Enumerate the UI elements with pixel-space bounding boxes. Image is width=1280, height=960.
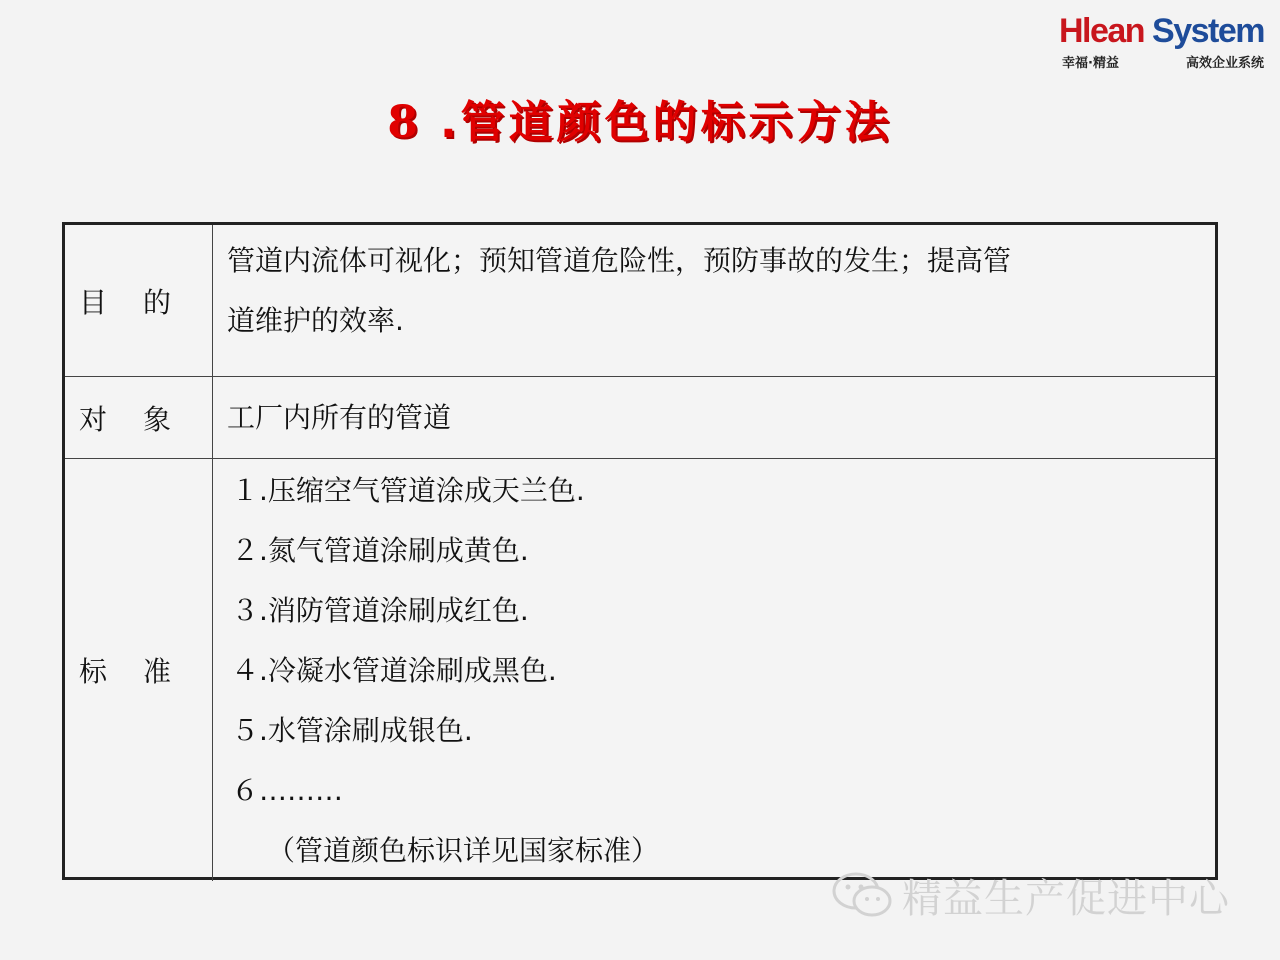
standard-item: ５.水管涂刷成银色. bbox=[231, 714, 473, 747]
logo-word-hlean: Hlean bbox=[1058, 12, 1145, 50]
standard-item: ４.冷凝水管道涂刷成黑色. bbox=[231, 654, 557, 687]
standard-note: （管道颜色标识详见国家标准） bbox=[267, 834, 660, 867]
logo-subtitle bbox=[1044, 52, 1264, 71]
pipe-color-table bbox=[62, 222, 1218, 880]
title-text: .管道颜色的标示方法 bbox=[439, 97, 893, 148]
logo-sub-left: 幸福·精益 bbox=[1062, 56, 1119, 71]
purpose-line: 管道内流体可视化；预知管道危险性，预防事故的发生；提高管 bbox=[227, 244, 1012, 277]
logo-word-system: System bbox=[1152, 12, 1264, 50]
purpose-line: 道维护的效率. bbox=[227, 304, 404, 337]
watermark bbox=[828, 860, 1258, 930]
standard-item: ６……… bbox=[231, 774, 344, 807]
row-label-standard bbox=[65, 459, 213, 881]
standard-item: ３.消防管道涂刷成红色. bbox=[231, 594, 529, 627]
wechat-icon bbox=[828, 865, 898, 925]
row-label-standard-b: 准 bbox=[143, 655, 172, 688]
row-label-standard-a: 标 bbox=[79, 655, 108, 688]
row-label-object-b: 象 bbox=[143, 402, 172, 436]
row-label-purpose bbox=[65, 225, 213, 377]
row-label-purpose-b: 的 bbox=[143, 285, 172, 319]
logo-wordmark bbox=[1044, 12, 1264, 50]
page-title bbox=[0, 88, 1280, 158]
logo-sub-right: 高效企业系统 bbox=[1185, 56, 1264, 71]
title-number: 8 bbox=[387, 97, 422, 148]
standard-item: ２.氮气管道涂刷成黄色. bbox=[231, 534, 529, 567]
row-label-purpose-a: 目 bbox=[79, 285, 108, 319]
standard-item: １.压缩空气管道涂成天兰色. bbox=[231, 474, 585, 507]
row-label-object-a: 对 bbox=[79, 402, 108, 436]
row-content-purpose bbox=[213, 225, 1215, 377]
row-label-object bbox=[65, 377, 213, 459]
watermark-text: 精益生产促进中心 bbox=[902, 875, 1230, 922]
brand-logo bbox=[1044, 12, 1264, 71]
object-line: 工厂内所有的管道 bbox=[227, 400, 452, 434]
row-content-object bbox=[213, 377, 1215, 459]
row-content-standard bbox=[213, 459, 1215, 881]
